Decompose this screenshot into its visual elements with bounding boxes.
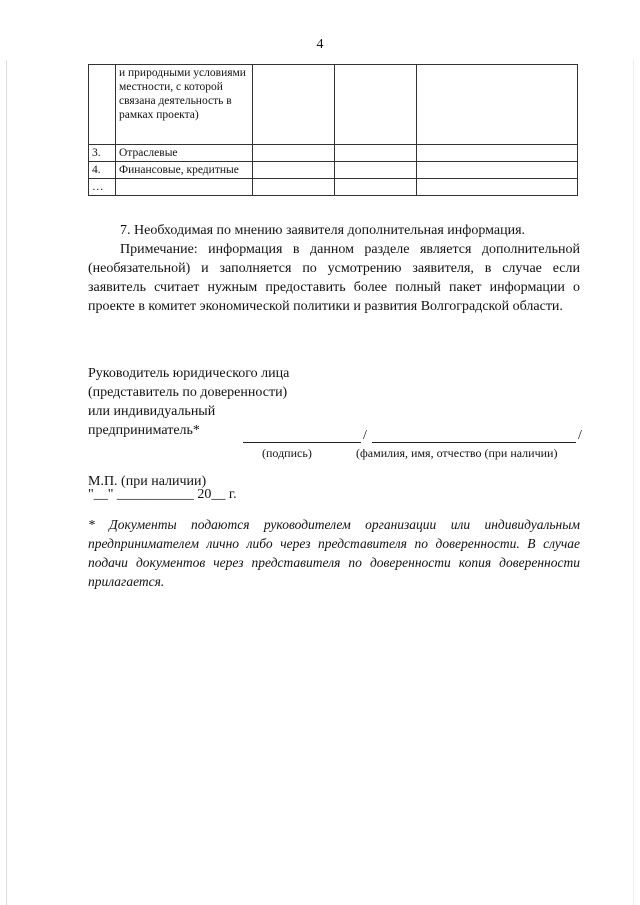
scan-edge-left	[6, 60, 7, 905]
table-cell	[335, 65, 417, 145]
role-line-3: или индивидуальный	[88, 404, 216, 419]
table-cell	[335, 162, 417, 179]
role-line-2: (представитель по доверенности)	[88, 385, 288, 400]
name-caption: (фамилия, имя, отчество (при наличии)	[356, 446, 558, 460]
page-number: 4	[316, 37, 324, 52]
signatory-role	[88, 364, 289, 440]
signature-line	[243, 442, 361, 443]
signature-slash: /	[363, 428, 367, 443]
documents-table	[88, 64, 578, 196]
table-cell	[253, 65, 335, 145]
table-cell-name	[116, 179, 253, 196]
scan-edge-right	[633, 60, 634, 905]
table-cell-name: Отраслевые	[116, 145, 253, 162]
table-cell	[253, 145, 335, 162]
stamp-date-block	[88, 472, 580, 504]
table-cell	[253, 179, 335, 196]
section-7-note: Примечание: информация в данном разделе является дополнительной (необязательной) и заполняется по усмотрению заявителя, в случае если заявитель считает нужным предоставить более полный пакет информации о проекте в комитет экономической политики и развития Волгоградской области.	[88, 242, 580, 314]
table-cell-num: 3.	[89, 145, 116, 162]
stamp-label: М.П. (при наличии)	[88, 474, 207, 489]
table-row	[89, 179, 578, 196]
name-slash: /	[578, 428, 582, 443]
name-line	[372, 442, 576, 443]
role-line-1: Руководитель юридического лица	[88, 366, 290, 381]
date-line: "__" ___________ 20__ г.	[88, 487, 237, 502]
table-cell-name: Финансовые, кредитные	[116, 162, 253, 179]
table-cell	[417, 179, 578, 196]
section-7	[88, 221, 580, 316]
table-cell-num: 4.	[89, 162, 116, 179]
table-cell-num	[89, 65, 116, 145]
table-cell	[335, 145, 417, 162]
table-cell	[417, 65, 578, 145]
table-row	[89, 145, 578, 162]
table-cell	[417, 145, 578, 162]
table-cell-num: …	[89, 179, 116, 196]
table-cell	[335, 179, 417, 196]
table-row	[89, 65, 578, 145]
table-cell-name: и природными условиями местности, с которой связана деятельность в рамках проекта)	[116, 65, 253, 145]
table-cell	[253, 162, 335, 179]
signature-caption: (подпись)	[262, 446, 312, 460]
table-row	[89, 162, 578, 179]
section-7-heading: 7. Необходимая по мнению заявителя дополнительная информация.	[120, 223, 526, 238]
table-cell	[417, 162, 578, 179]
footnote: * Документы подаются руководителем организации или индивидуальным предпринимателем лично либо через представителя по доверенности. В случае подачи документов через представителя по доверенности копия доверенности прилагается.	[88, 517, 580, 589]
role-line-4: предприниматель*	[88, 423, 200, 438]
